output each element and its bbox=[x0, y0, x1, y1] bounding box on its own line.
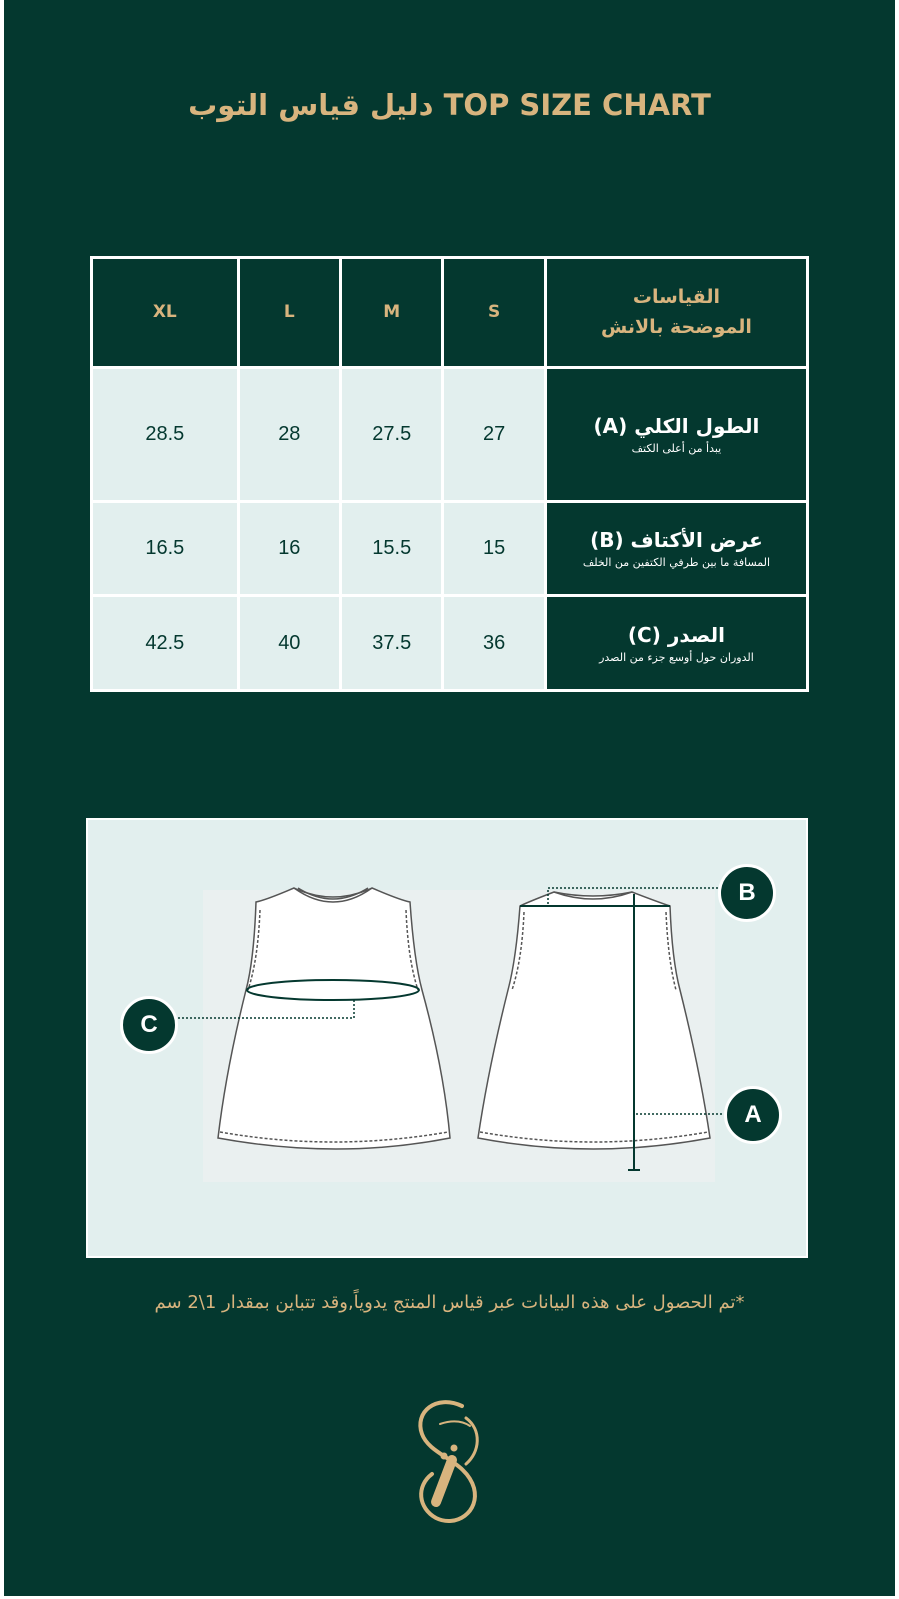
size-table bbox=[90, 256, 809, 692]
value-cell: 36 bbox=[443, 596, 545, 691]
table-row bbox=[92, 501, 808, 596]
row-label-desc: المسافة ما بين طرفي الكتفين من الخلف bbox=[582, 556, 771, 570]
page-title: دليل قياس التوب TOP SIZE CHART bbox=[188, 88, 711, 122]
row-label-name: الطول الكلي (A) bbox=[593, 413, 760, 438]
value-cell: 28 bbox=[238, 367, 340, 501]
value-cell: 40 bbox=[238, 596, 340, 691]
size-header-xl: XL bbox=[92, 258, 239, 368]
value-cell: 28.5 bbox=[92, 367, 239, 501]
value-cell: 16.5 bbox=[92, 501, 239, 596]
value-cell: 42.5 bbox=[92, 596, 239, 691]
shirt-illustration bbox=[88, 820, 810, 1260]
row-label bbox=[545, 501, 807, 596]
row-label bbox=[545, 596, 807, 691]
row-label bbox=[545, 367, 807, 501]
table-header-row bbox=[92, 258, 808, 368]
value-cell: 27 bbox=[443, 367, 545, 501]
row-label-desc: يبدأ من أعلى الكتف bbox=[631, 441, 722, 455]
value-cell: 15 bbox=[443, 501, 545, 596]
size-header-s: S bbox=[443, 258, 545, 368]
row-label-desc: الدوران حول أوسع جزء من الصدر bbox=[599, 650, 754, 664]
badge-c: C bbox=[120, 996, 178, 1054]
table-row bbox=[92, 596, 808, 691]
size-header-m: M bbox=[341, 258, 443, 368]
size-header-l: L bbox=[238, 258, 340, 368]
value-cell: 15.5 bbox=[341, 501, 443, 596]
value-cell: 37.5 bbox=[341, 596, 443, 691]
measurement-diagram bbox=[86, 818, 808, 1258]
brand-logo-icon bbox=[396, 1390, 506, 1530]
row-label-name: عرض الأكتاف (B) bbox=[590, 528, 763, 553]
size-chart-page bbox=[4, 0, 895, 1596]
table-row bbox=[92, 367, 808, 501]
value-cell: 27.5 bbox=[341, 367, 443, 501]
value-cell: 16 bbox=[238, 501, 340, 596]
measurement-header-label: القياسات الموضحة بالانش bbox=[600, 286, 752, 339]
measurement-header bbox=[545, 258, 807, 368]
badge-b: B bbox=[718, 864, 776, 922]
badge-a: A bbox=[724, 1086, 782, 1144]
disclaimer-note: *تم الحصول على هذه البيانات عبر قياس المنتج يدوياً,وقد تتباين بمقدار 1\2 سم bbox=[154, 1292, 745, 1313]
row-label-name: الصدر (C) bbox=[627, 622, 725, 647]
